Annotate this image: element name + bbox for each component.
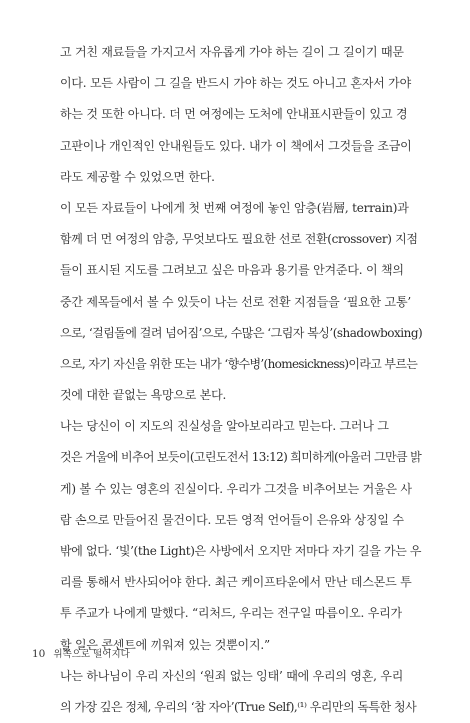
body-text: [60, 37, 423, 723]
body-line: 리를 통해서 반사되어야 한다. 최근 케이프타운에서 만난 데스몬드 투: [60, 575, 412, 590]
body-line: 함께 더 먼 여정의 암층, 무엇보다도 필요한 선로 전환(crossover) 지점: [60, 232, 418, 247]
body-line: 것은 거울에 비추어 보듯이(고린도전서 13:12) 희미하게(아울러 그만큼 밝: [60, 450, 422, 465]
running-title: 위쪽으로 떨어지다: [53, 649, 130, 660]
body-line: 할 일은 콘센트에 끼워져 있는 것뿐이지.”: [60, 637, 270, 652]
page-number: 10: [32, 648, 46, 660]
body-line: 게) 볼 수 있는 영혼의 진실이다. 우리가 그것을 비추어보는 거울은 사: [60, 481, 412, 496]
body-line: 들이 표시된 지도를 그려보고 싶은 마음과 용기를 안겨준다. 이 책의: [60, 263, 404, 278]
body-line: 으로, 자기 자신을 위한 또는 내가 ‘향수병’(homesickness)이라고 부르는: [60, 356, 418, 371]
body-line: 밖에 없다. ‘빛’(the Light)은 사방에서 오지만 저마다 자기 길을 가는 우: [60, 544, 422, 558]
body-line: 이다. 모든 사람이 그 길을 반드시 가야 하는 것도 아니고 혼자서 가야: [60, 76, 411, 91]
body-line: 투 주교가 나에게 말했다. “리처드, 우리는 전구일 따름이오. 우리가: [60, 606, 402, 621]
body-line: 하는 것 또한 아니다. 더 먼 여정에는 도처에 안내표시판들이 있고 경: [60, 107, 408, 122]
body-line: 나는 당신이 이 지도의 진실성을 알아보리라고 믿는다. 그러나 그: [60, 419, 389, 434]
body-line: 라도 제공할 수 있었으면 한다.: [60, 169, 215, 184]
body-line: 의 가장 깊은 정체, 우리의 ‘참 자아’(True Self),⁽¹⁾ 우리만의 독특한 청사: [60, 699, 417, 714]
body-line: 으로, ‘걸림돌에 걸려 넘어짐’으로, 수많은 ‘그림자 복싱’(shadowboxing): [60, 325, 423, 340]
body-line: 중간 제목들에서 볼 수 있듯이 나는 선로 전환 지점들을 ‘필요한 고통’: [60, 294, 411, 309]
page-footer: [32, 646, 130, 660]
body-line: 람 손으로 만들어진 물건이다. 모든 영적 언어들이 은유와 상징일 수: [60, 512, 404, 527]
body-line: 것에 대한 끝없는 욕망으로 본다.: [60, 388, 227, 403]
body-line: 고 거친 재료들을 가지고서 자유롭게 가야 하는 길이 그 길이기 때문: [60, 45, 404, 59]
body-line: 이 모든 자료들이 나에게 첫 번째 여정에 놓인 암층(岩層, terrain)과: [60, 200, 409, 215]
body-line: 나는 하나님이 우리 자신의 ‘원죄 없는 잉태’ 때에 우리의 영혼, 우리: [60, 668, 404, 683]
body-line: 고판이나 개인적인 안내원들도 있다. 내가 이 책에서 그것들을 조금이: [60, 138, 412, 153]
